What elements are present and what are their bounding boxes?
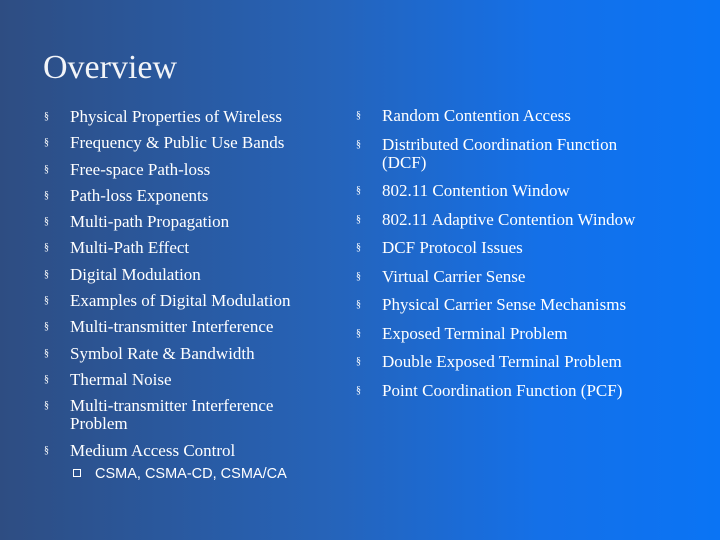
bullet-icon: § (356, 327, 361, 339)
left-bullet-list (44, 108, 344, 490)
list-item (44, 345, 344, 363)
list-item-text: Digital Modulation (70, 264, 201, 284)
bullet-icon: § (44, 295, 49, 307)
list-item (44, 187, 344, 205)
list-item (44, 397, 344, 433)
list-item-text-line-2: Problem (70, 414, 128, 434)
list-item (356, 382, 706, 400)
bullet-icon: § (44, 444, 49, 456)
bullet-icon: § (356, 110, 361, 121)
list-item-text: Multi-path Propagation (70, 212, 230, 232)
list-item-text: Point Coordination Function (PCF) (382, 380, 623, 400)
list-item (356, 325, 706, 343)
list-item (44, 161, 344, 179)
list-item-text: Thermal Noise (70, 369, 172, 389)
list-item (44, 108, 344, 126)
list-item (356, 268, 706, 286)
list-item-text: Virtual Carrier Sense (382, 266, 526, 286)
bullet-icon: § (44, 137, 49, 149)
list-item (356, 107, 706, 125)
list-item-text-line-1: Multi-transmitter Interference (70, 396, 274, 416)
list-item-text-line-2: (DCF) (382, 152, 427, 172)
list-item-text: Symbol Rate & Bandwidth (70, 343, 255, 363)
list-item-text: Exposed Terminal Problem (382, 323, 568, 343)
sub-list-item-text: CSMA, CSMA-CD, CSMA/CA (95, 465, 287, 482)
bullet-icon: § (44, 242, 49, 254)
bullet-icon: § (356, 242, 361, 253)
bullet-icon: § (356, 185, 361, 196)
list-item (44, 442, 344, 482)
list-item-text: Multi-Path Effect (70, 238, 190, 258)
bullet-icon: § (44, 111, 49, 122)
bullet-icon: § (356, 384, 361, 396)
bullet-icon: § (44, 400, 49, 412)
list-item-text: Physical Properties of Wireless (70, 107, 282, 126)
list-item (44, 239, 344, 257)
list-item (356, 182, 706, 200)
list-item (356, 211, 706, 229)
bullet-icon: § (44, 373, 49, 385)
list-item-text: 802.11 Adaptive Contention Window (382, 209, 636, 229)
right-bullet-list (356, 107, 706, 410)
bullet-icon: § (356, 356, 361, 367)
list-item (356, 239, 706, 257)
list-item-text: Path-loss Exponents (70, 185, 209, 205)
list-item-text: Physical Carrier Sense Mechanisms (382, 295, 627, 314)
list-item (44, 266, 344, 284)
slide-title: Overview (43, 49, 178, 86)
list-item-text: Free-space Path-loss (70, 159, 211, 179)
sub-list-item (70, 466, 344, 482)
bullet-icon: § (44, 163, 49, 175)
bullet-icon: § (356, 138, 361, 150)
bullet-icon: § (44, 347, 49, 359)
list-item-text: Multi-transmitter Interference (70, 317, 274, 337)
bullet-icon: § (356, 213, 361, 225)
list-item (44, 318, 344, 336)
sub-bullet-list (70, 466, 344, 482)
list-item-text-line-1: Distributed Coordination Function (382, 134, 618, 154)
list-item (44, 134, 344, 152)
list-item (44, 213, 344, 231)
list-item-text: Medium Access Control (70, 440, 236, 460)
square-bullet-icon (73, 469, 81, 477)
list-item (356, 353, 706, 371)
list-item-text: 802.11 Contention Window (382, 181, 570, 200)
bullet-icon: § (44, 216, 49, 228)
list-item-text: Examples of Digital Modulation (70, 291, 291, 311)
list-item-text: Random Contention Access (382, 106, 571, 125)
bullet-icon: § (356, 299, 361, 310)
bullet-icon: § (44, 268, 49, 280)
list-item (356, 296, 706, 314)
bullet-icon: § (44, 189, 49, 201)
bullet-icon: § (44, 321, 49, 333)
list-item (44, 292, 344, 310)
bullet-icon: § (356, 270, 361, 282)
list-item (356, 136, 706, 172)
list-item (44, 371, 344, 389)
list-item-text: Frequency & Public Use Bands (70, 133, 285, 153)
list-item-text: DCF Protocol Issues (382, 238, 523, 257)
list-item-text: Double Exposed Terminal Problem (382, 352, 622, 371)
